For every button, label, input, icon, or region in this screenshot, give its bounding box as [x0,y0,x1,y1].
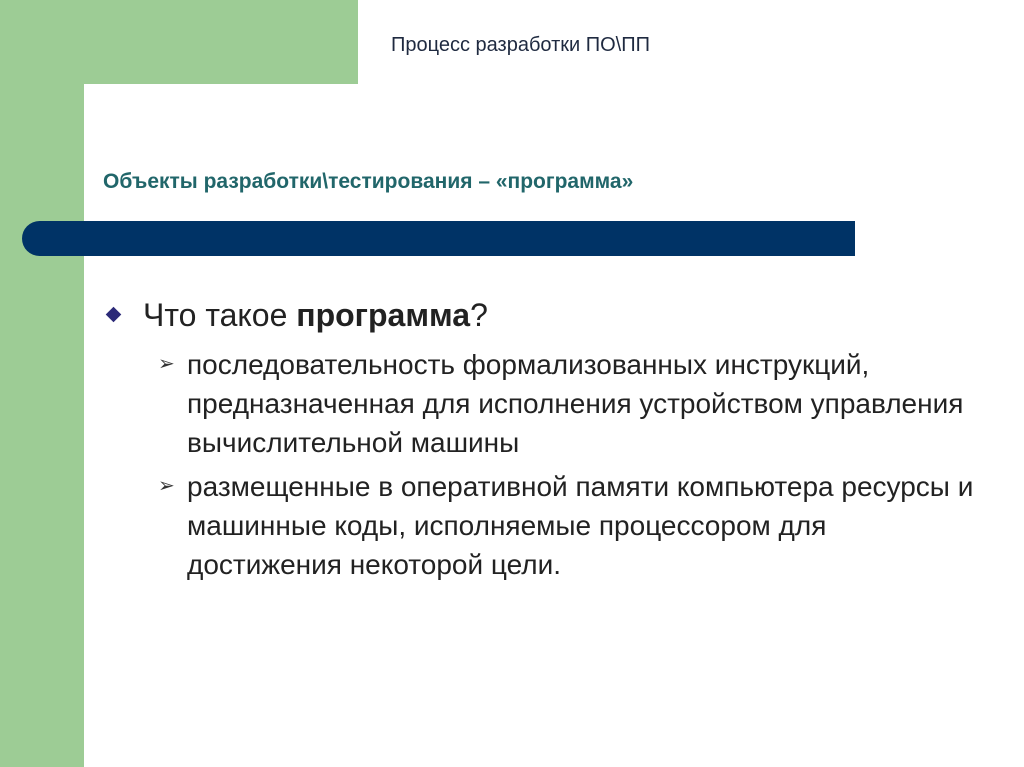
sub-bullet [158,345,980,462]
main-bullet [100,295,980,335]
sub-bullet-text: размещенные в оперативной памяти компьютера ресурсы и машинные коды, исполняемые процессором для достижения некоторой цели. [187,471,974,580]
sub-bullet-text: последовательность формализованных инструкций, предназначенная для исполнения устройством управления вычислительной машины [187,349,964,458]
sub-bullet-list [100,345,980,584]
sub-bullet [158,467,980,584]
slide-content [100,295,980,589]
slide-title: Объекты разработки\тестирования – «программа» [103,170,634,193]
presentation-header: Процесс разработки ПО\ПП [391,34,650,56]
top-green-block [0,0,358,84]
main-bullet-suffix: ? [470,297,488,333]
left-green-strip [0,0,84,767]
diamond-bullet-icon [106,307,122,323]
title-divider-bar [22,221,855,256]
main-bullet-prefix: Что такое [143,297,297,333]
main-bullet-bold: программа [296,297,471,333]
arrow-bullet-icon: ➢ [158,475,175,497]
arrow-bullet-icon: ➢ [158,353,175,375]
